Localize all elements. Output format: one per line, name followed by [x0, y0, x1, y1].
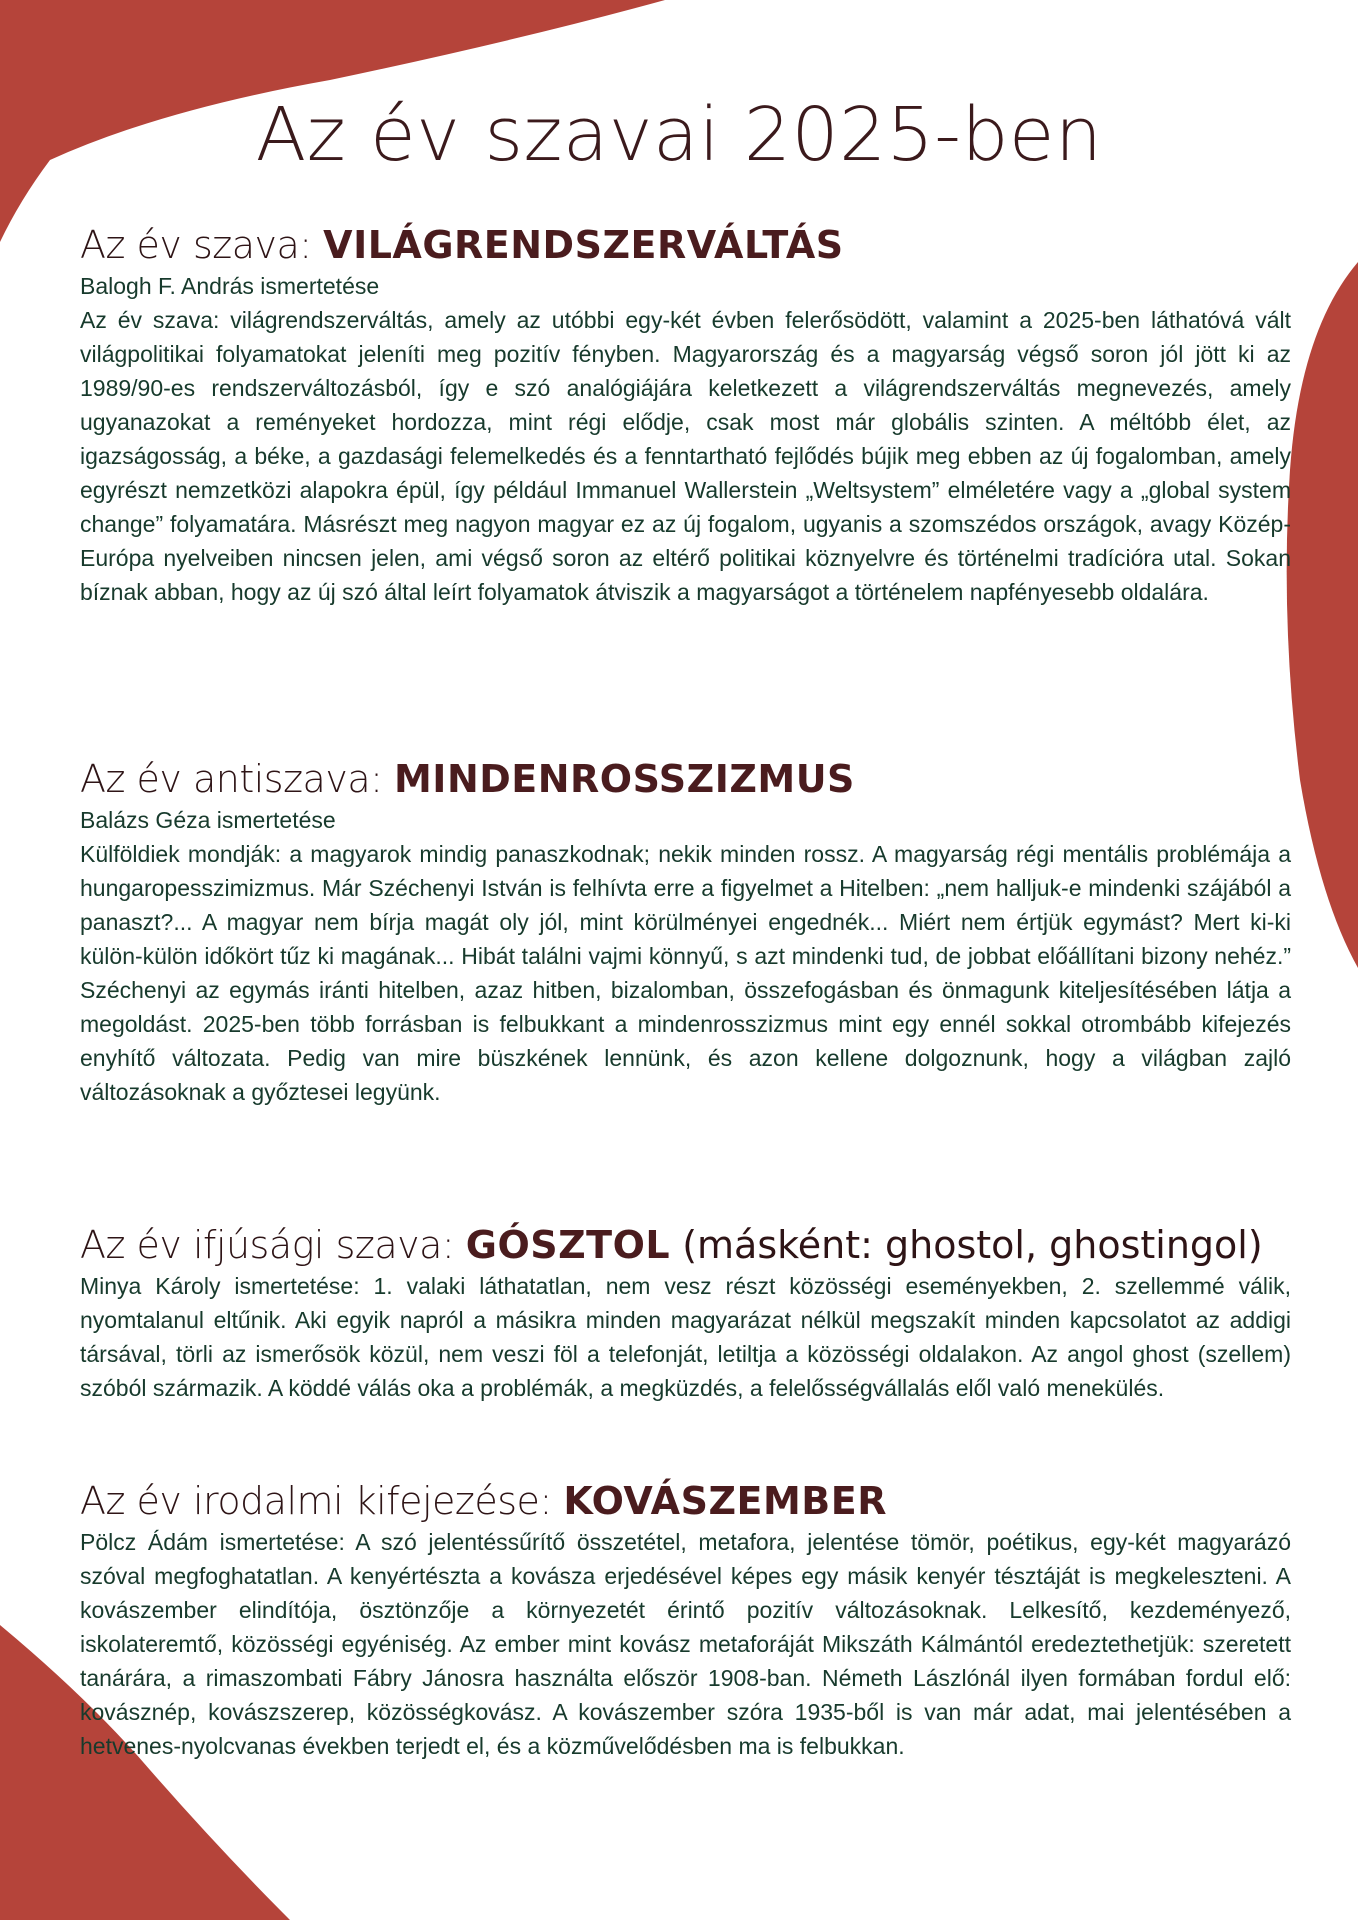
featured-word: MINDENROSSZIZMUS: [393, 757, 855, 801]
section-body: [80, 1269, 1291, 1405]
featured-word: GÓSZTOL: [465, 1223, 671, 1267]
section-body: Az év szava: világrendszerváltás, amely az utóbbi egy-két évben felerősödött, valamint a 2025-ben láthatóvá vált világpolitikai folyamatokat jeleníti meg pozitív fényben. Magyarország és a magyarság végső soron jól jött ki az 1989/90-es rendszerváltozásból, így e szó analógiájára keletkezett a világrendszerváltás megnevezés, amely ugyanazokat a reményeket hordozza, mint régi elődje, csak most már globális szinten. A méltóbb élet, az igazságosság, a béke, a gazdasági felemelkedés és a fenntartható fejlődés bújik meg ebben az új fogalomban, amely egyrészt nemzetközi alapokra épül, így például Immanuel Wallerstein „Weltsystem” elméletére vagy a „global system change” folyamatára. Másrészt meg nagyon magyar ez az új fogalom, ugyanis a szomszédos országok, avagy Közép-Európa nyelveiben nincsen jelen, ami végső soron az eltérő politikai köznyelvre és történelmi tradícióra utal. Sokan bíznak abban, hogy az új szó által leírt folyamatok átviszik a magyarságot a történelem napfényesebb oldalára.: [80, 307, 1291, 605]
section-literary-expression-of-the-year: [80, 1478, 1291, 1763]
page-title: Az év szavai 2025-ben: [255, 92, 1103, 178]
section-body-text: A szó jelentéssűrítő összetétel, metafora, jelentése tömör, poétikus, egy-két magyarázó szóval megfoghatatlan. A kenyértészta a kovásza erjedésével képes egy másik kenyér tésztáját is megkeleszteni. A kovászember elindítója, ösztönzője a környezetét érintő pozitív változásoknak. Lelkesítő, kezdeményező, iskolateremtő, közösségi egyéniség. Az ember mint kovász metaforáját Mikszáth Kálmántól eredeztethetjük: szeretett tanárára, a rimaszombati Fábry Jánosra használta először 1908-ban. Németh Lászlónál ilyen formában fordul elő: kovásznép, kovászszerep, közösségkovász. A kovászember szóra 1935-ből is van már adat, mai jelentésében a hetvenes-nyolcvanas években terjedt el, és a közművelődésben ma is felbukkan.: [80, 1529, 1291, 1759]
heading-alternatives: (másként: ghostol, ghostingol): [670, 1223, 1263, 1267]
section-youth-word-of-the-year: [80, 1222, 1291, 1405]
section-heading: [80, 756, 1291, 803]
heading-prefix: Az év ifjúsági szava:: [80, 1223, 466, 1267]
featured-word: KOVÁSZEMBER: [563, 1479, 887, 1523]
heading-prefix: Az év szava:: [80, 223, 324, 267]
author-credit: Balogh F. András ismertetése: [80, 273, 380, 299]
section-word-of-the-year: [80, 222, 1291, 609]
author-credit: Balázs Géza ismertetése: [80, 807, 336, 833]
heading-prefix: Az év antiszava:: [80, 757, 394, 801]
section-body: [80, 1525, 1291, 1763]
section-heading: [80, 1222, 1291, 1269]
section-antiword-of-the-year: [80, 756, 1291, 1109]
section-body: Külföldiek mondják: a magyarok mindig panaszkodnak; nekik minden rossz. A magyarság régi mentális problémája a hungaropesszimizmus. Már Széchenyi István is felhívta erre a figyelmet a Hitelben: „nem halljuk-e mindenki szájából a panaszt?... A magyar nem bírja magát oly jól, mint körülményei engednék... Miért nem értjük egymást? Mert ki-ki külön-külön időkört tűz ki magának... Hibát találni vajmi könnyű, s azt mindenki tud, de jobbat előállítani bizony nehéz.” Széchenyi az egymás iránti hitelben, azaz hitben, bizalomban, összefogásban és önmagunk kiteljesítésében látja a megoldást. 2025-ben több forrásban is felbukkant a mindenrosszizmus mint egy ennél sokkal otrombább kifejezés enyhítő változata. Pedig van mire büszkének lennünk, és azon kellene dolgoznunk, hogy a világban zajló változásoknak a győztesei legyünk.: [80, 841, 1291, 1105]
section-heading: [80, 1478, 1291, 1525]
author-credit: Pölcz Ádám ismertetése:: [80, 1529, 345, 1555]
featured-word: VILÁGRENDSZERVÁLTÁS: [323, 223, 844, 267]
section-body-text: 1. valaki láthatatlan, nem vesz részt közösségi eseményekben, 2. szellemmé válik, nyomtalanul eltűnik. Aki egyik napról a másikra minden magyarázat nélkül megszakít minden kapcsolatot az addigi társával, törli az ismerősök közül, nem veszi föl a telefonját, letiltja a közösségi oldalakon. Az angol ghost (szellem) szóból származik. A köddé válás oka a problémák, a megküzdés, a felelősségvállalás elől való menekülés.: [80, 1273, 1292, 1401]
heading-prefix: Az év irodalmi kifejezése:: [80, 1479, 564, 1523]
section-heading: [80, 222, 1291, 269]
author-credit: Minya Károly ismertetése:: [80, 1273, 360, 1299]
